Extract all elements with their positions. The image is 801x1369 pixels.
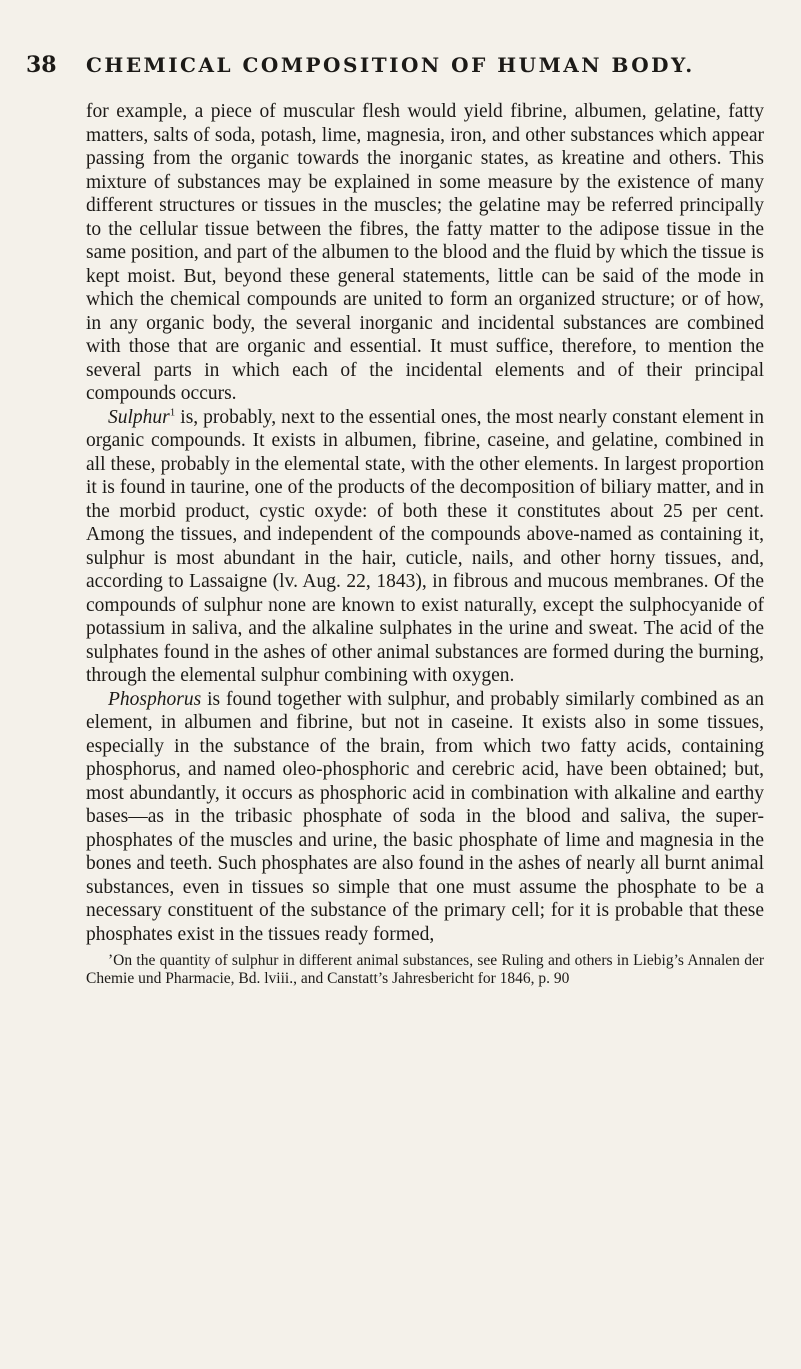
book-page	[26, 52, 764, 988]
running-title: CHEMICAL COMPOSITION OF HUMAN BODY.	[86, 53, 695, 77]
paragraph-sulphur	[86, 406, 764, 688]
paragraph-phosphorus-text: is found together with sulphur, and probably similarly combined as an element, in albumen and fibrine, but not in caseine. It exists also in some tissues, especially in the substance of the brain, from which two fatty acids, containing phosphorus, and named oleo-phosphoric and cerebric acid, have been obtained; but, most abundantly, it occurs as phosphoric acid in combination with alkaline and earthy bases—as in the tribasic phosphate of soda in the blood and saliva, the super-phosphates of the muscles and urine, the basic phosphate of lime and magnesia in the bones and teeth. Such phosphates are also found in the ashes of nearly all burnt animal substances, even in tissues so simple that one must assume the phosphate to be a necessary constituent of the substance of the primary cell; for it is probable that these phosphates exist in the tissues ready formed,	[86, 688, 764, 945]
footnotes	[86, 952, 764, 988]
footnote-1: ’On the quantity of sulphur in different animal substances, see Ruling and others in Liebig’s Annalen der Chemie und Pharmacie, Bd. lviii., and Canstatt’s Jahresbericht for 1846, p. 90	[86, 952, 764, 987]
paragraph-continuation: for example, a piece of muscular flesh would yield fibrine, albumen, gelatine, fatty matters, salts of soda, potash, lime, magnesia, iron, and other substances which appear passing from the organic towards the inorganic states, as kreatine and others. This mixture of substances may be explained in some measure by the existence of many different structures or tissues in the muscles; the gelatine may be referred principally to the cellular tissue between the fibres, the fatty matter to the adipose tissue in the same position, and part of the albumen to the blood and the fluid by which the tissue is kept moist. But, beyond these general statements, little can be said of the mode in which the chemical compounds are united to form an organized structure; or of how, in any organic body, the several inorganic and incidental substances are combined with those that are organic and essential. It must suffice, therefore, to mention the several parts in which each of the incidental elements and of their principal compounds occurs.	[86, 101, 764, 404]
term-sulphur: Sulphur	[108, 406, 170, 428]
paragraph-phosphorus	[86, 688, 764, 947]
page-number: 38	[26, 52, 57, 78]
running-head	[26, 52, 764, 82]
body-text	[86, 100, 764, 946]
footnote-ref: 1	[169, 406, 176, 418]
paragraph-sulphur-text: is, probably, next to the essential ones, the most nearly constant element in organic compounds. It exists in albumen, fibrine, caseine, and gelatine, combined in all these, probably in the elemental state, with the other elements. In largest proportion it is found in taurine, one of the products of the decomposition of biliary matter, and in the morbid product, cystic oxyde: of both these it constitutes about 25 per cent. Among the tissues, and independent of the compounds above-named as containing it, sulphur is most abundant in the hair, cuticle, nails, and other horny tissues, and, according to Lassaigne (lv. Aug. 22, 1843), in fibrous and mucous membranes. Of the compounds of sulphur none are known to exist naturally, except the sulphocyanide of potassium in saliva, and the alkaline sulphates in the urine and sweat. The acid of the sulphates found in the ashes of other animal substances are formed during the burning, through the elemental sulphur combining with oxygen.	[86, 406, 764, 686]
term-phosphorus: Phosphorus	[108, 688, 202, 710]
